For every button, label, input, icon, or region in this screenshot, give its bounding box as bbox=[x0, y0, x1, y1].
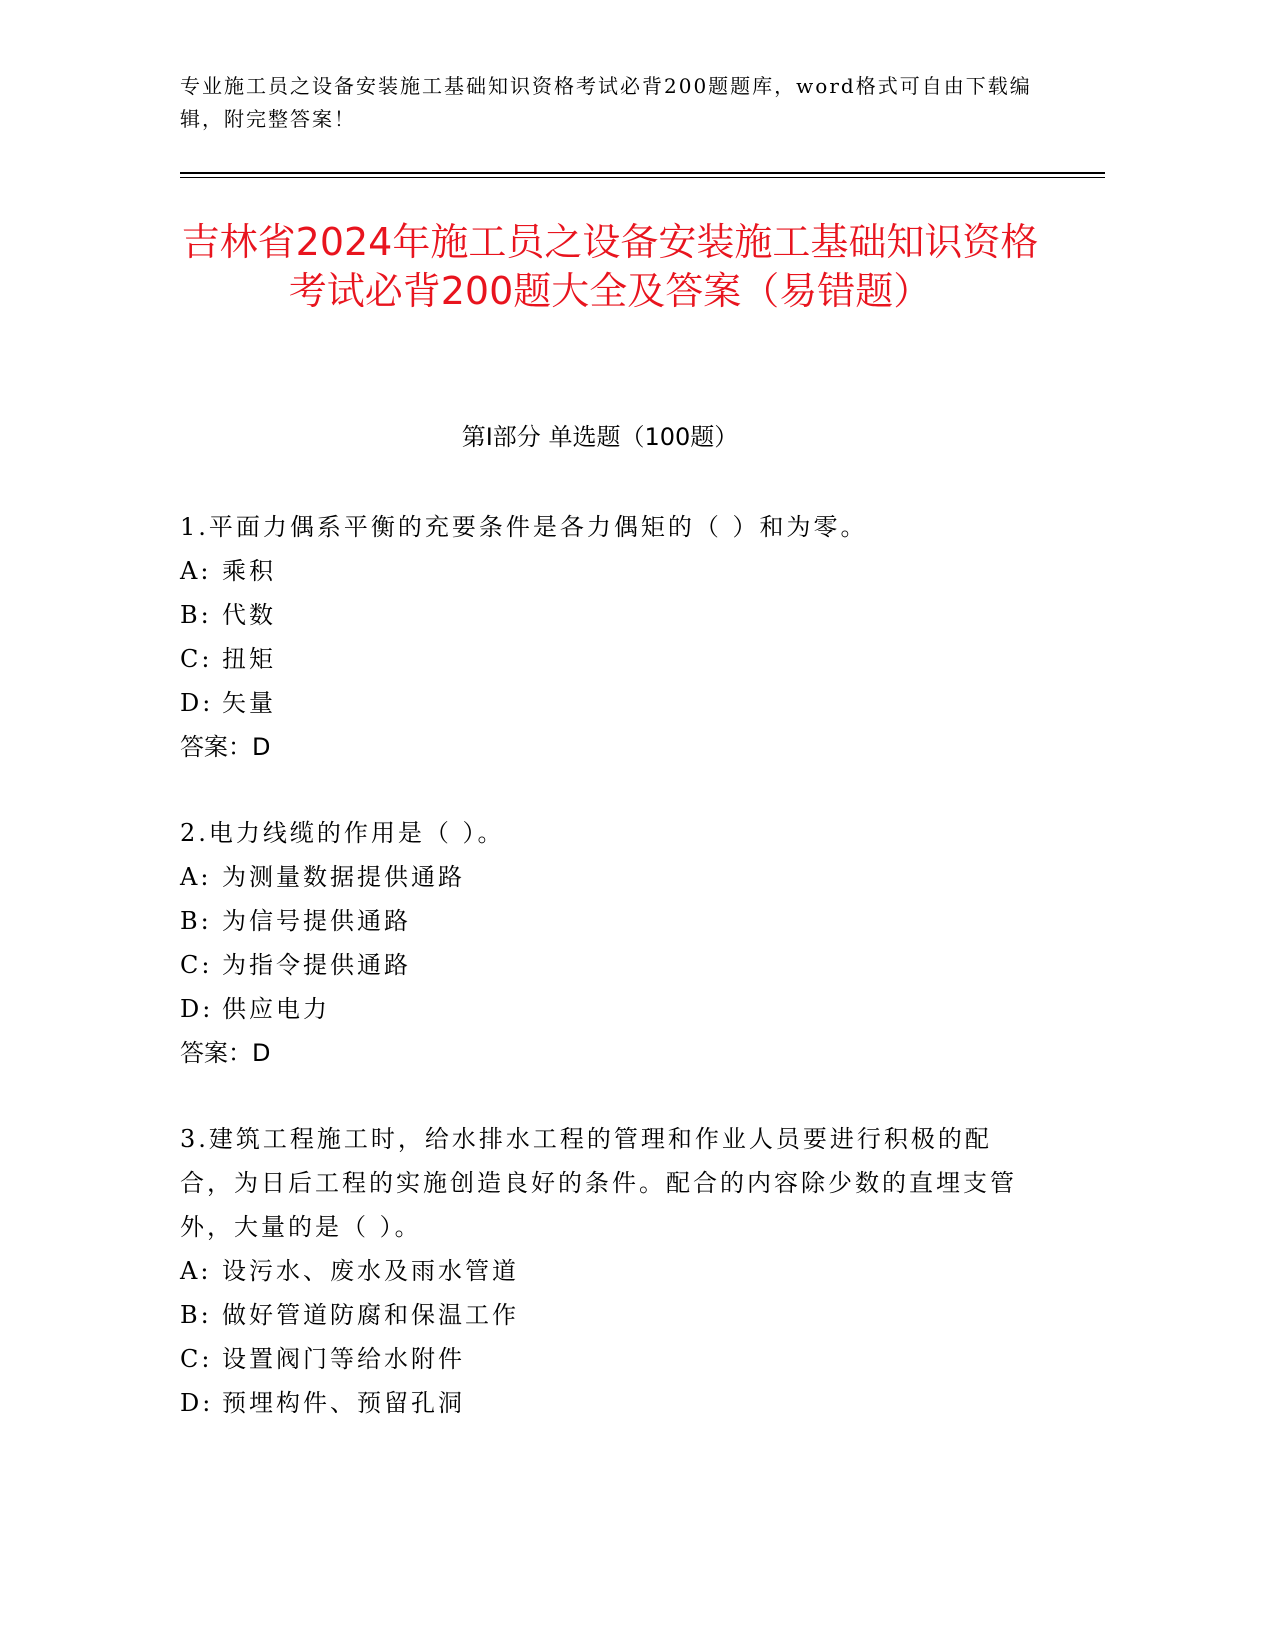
option-letter: A: bbox=[180, 557, 212, 585]
option-letter: B: bbox=[180, 601, 212, 629]
option-text: 乘积 bbox=[222, 557, 276, 585]
header-rule-thick bbox=[180, 172, 1105, 174]
option-letter: D: bbox=[180, 1389, 214, 1417]
option-letter: C: bbox=[180, 1345, 213, 1373]
option-text: 做好管道防腐和保温工作 bbox=[222, 1301, 519, 1329]
option-text: 为信号提供通路 bbox=[222, 907, 411, 935]
option-text: 供应电力 bbox=[222, 995, 330, 1023]
option-b bbox=[180, 899, 1020, 943]
question-stem: 1.平面力偶系平衡的充要条件是各力偶矩的（ ）和为零。 bbox=[180, 513, 868, 541]
option-a bbox=[180, 855, 1020, 899]
option-text: 矢量 bbox=[222, 689, 276, 717]
question-list bbox=[180, 505, 1020, 1467]
option-c bbox=[180, 1337, 1020, 1381]
option-d bbox=[180, 681, 1020, 725]
header-rule-thin bbox=[180, 177, 1105, 178]
option-letter: B: bbox=[180, 1301, 212, 1329]
option-letter: D: bbox=[180, 995, 214, 1023]
option-b bbox=[180, 1293, 1020, 1337]
option-c bbox=[180, 943, 1020, 987]
option-letter: A: bbox=[180, 863, 212, 891]
section-heading: 第I部分 单选题（100题） bbox=[461, 423, 739, 451]
option-a bbox=[180, 1249, 1020, 1293]
question-stem: 2.电力线缆的作用是（ ）。 bbox=[180, 819, 505, 847]
option-letter: C: bbox=[180, 645, 213, 673]
option-d bbox=[180, 1381, 1020, 1425]
option-text: 预埋构件、预留孔洞 bbox=[222, 1389, 465, 1417]
option-d bbox=[180, 987, 1020, 1031]
header-note: 专业施工员之设备安装施工基础知识资格考试必背200题题库，word格式可自由下载编辑，附完整答案！ bbox=[180, 74, 1032, 131]
option-text: 为测量数据提供通路 bbox=[222, 863, 465, 891]
question-stem: 3.建筑工程施工时，给水排水工程的管理和作业人员要进行积极的配合，为日后工程的实施创造良好的条件。配合的内容除少数的直埋支管外，大量的是（ ）。 bbox=[180, 1125, 1017, 1241]
question-3 bbox=[180, 1117, 1020, 1425]
option-letter: B: bbox=[180, 907, 212, 935]
document-title: 吉林省2024年施工员之设备安装施工基础知识资格考试必背200题大全及答案（易错题） bbox=[181, 220, 1039, 313]
option-letter: C: bbox=[180, 951, 213, 979]
option-b bbox=[180, 593, 1020, 637]
option-text: 设污水、废水及雨水管道 bbox=[222, 1257, 519, 1285]
option-text: 代数 bbox=[222, 601, 276, 629]
answer-line: 答案：D bbox=[180, 1039, 271, 1067]
question-2 bbox=[180, 811, 1020, 1075]
option-c bbox=[180, 637, 1020, 681]
option-letter: D: bbox=[180, 689, 214, 717]
option-letter: A: bbox=[180, 1257, 212, 1285]
option-text: 设置阀门等给水附件 bbox=[222, 1345, 465, 1373]
option-a bbox=[180, 549, 1020, 593]
question-1 bbox=[180, 505, 1020, 769]
answer-line: 答案：D bbox=[180, 733, 271, 761]
option-text: 扭矩 bbox=[222, 645, 276, 673]
option-text: 为指令提供通路 bbox=[222, 951, 411, 979]
